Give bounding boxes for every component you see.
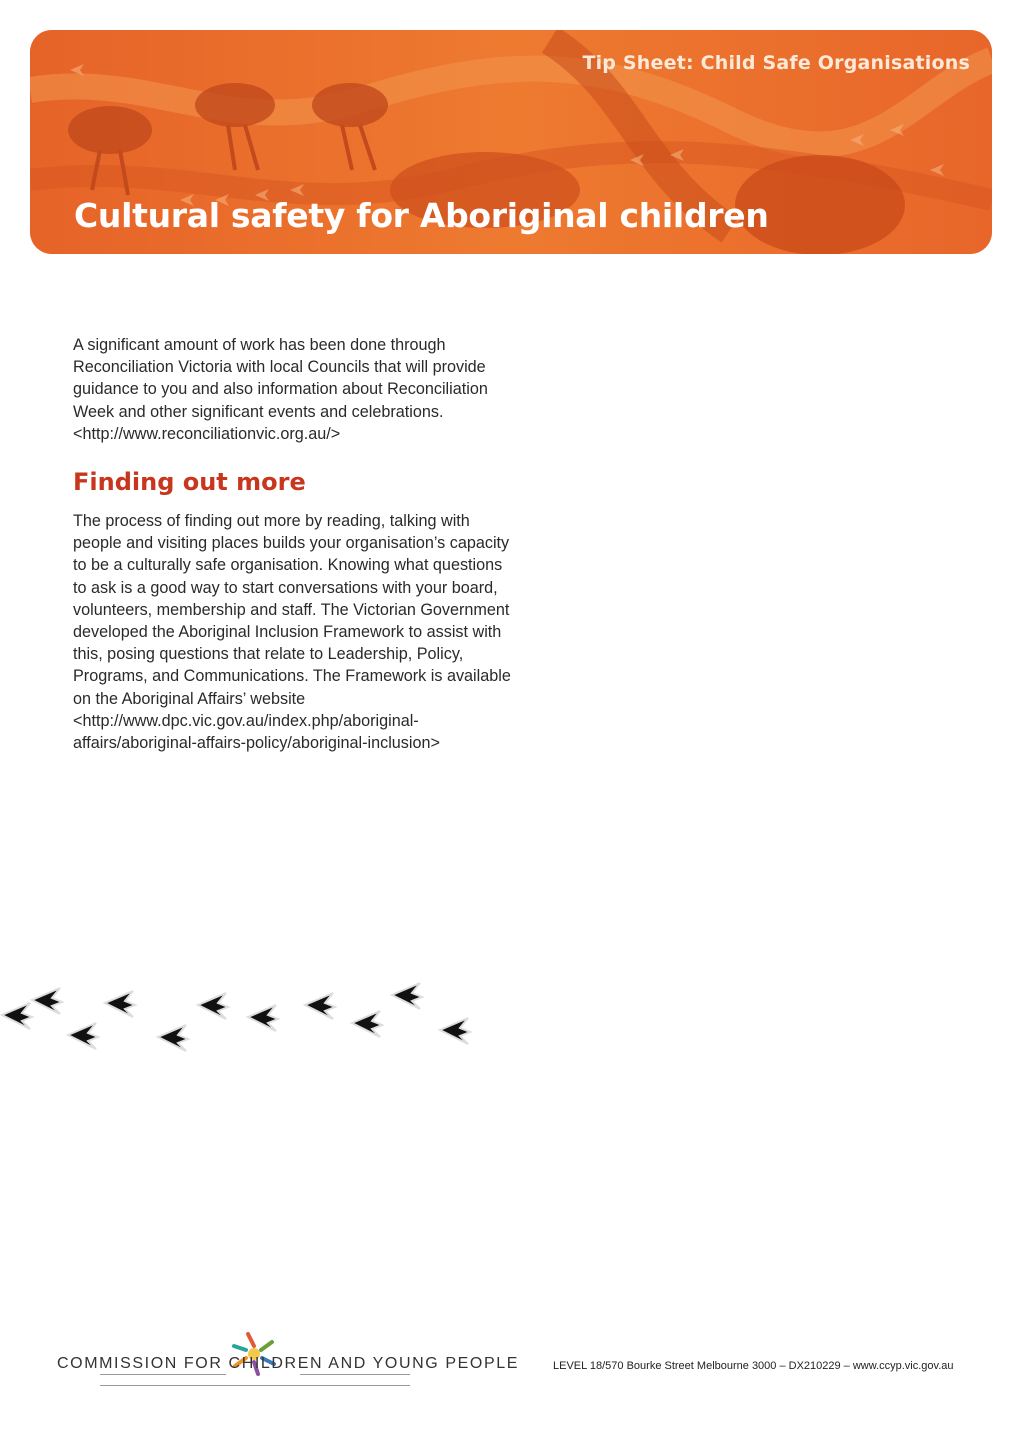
- bird-track-icon: [2, 1003, 32, 1029]
- footer-divider: [300, 1374, 410, 1375]
- page-title: Cultural safety for Aboriginal children: [74, 196, 769, 235]
- bird-tracks-decoration: [0, 975, 500, 1065]
- bird-track-icon: [392, 983, 422, 1009]
- bird-track-icon: [352, 1011, 382, 1037]
- bird-track-icon: [198, 993, 228, 1019]
- bird-track-icon: [440, 1018, 470, 1044]
- tip-sheet-label: Tip Sheet: Child Safe Organisations: [582, 52, 970, 74]
- bird-track-icon: [32, 988, 62, 1014]
- footer-divider: [100, 1385, 410, 1386]
- bird-track-icon: [68, 1023, 98, 1049]
- footer-address: LEVEL 18/570 Bourke Street Melbourne 3000 – DX210229 – www.ccyp.vic.gov.au: [553, 1360, 954, 1372]
- section-heading: Finding out more: [73, 468, 306, 497]
- main-content: [73, 334, 513, 754]
- bird-track-icon: [248, 1005, 278, 1031]
- organisation-name: COMMISSION FOR CHILDREN AND YOUNG PEOPLE: [57, 1355, 519, 1372]
- bird-track-icon: [105, 991, 135, 1017]
- bird-track-icon: [305, 993, 335, 1019]
- bird-track-icon: [158, 1025, 188, 1051]
- intro-paragraph: A significant amount of work has been done through Reconciliation Victoria with local Councils that will provide guidance to you and also information about Reconciliation Week and other significant events and celebrations. <http://www.reconciliationvic.org.au/>: [73, 336, 488, 443]
- header-banner: [30, 30, 992, 254]
- section-paragraph: The process of finding out more by reading, talking with people and visiting places builds your organisation’s capacity to be a culturally safe organisation. Knowing what questions to ask is a good way to start conversations with your board, volunteers, membership and staff. The Victorian Government developed the Aboriginal Inclusion Framework to assist with this, posing questions that relate to Leadership, Policy, Programs, and Communications. The Framework is available on the Aboriginal Affairs’ website <http://www.dpc.vic.gov.au/index.php/aboriginal-affairs/aboriginal-affairs-policy/aboriginal-inclusion>: [73, 512, 511, 753]
- footer-divider: [100, 1374, 226, 1375]
